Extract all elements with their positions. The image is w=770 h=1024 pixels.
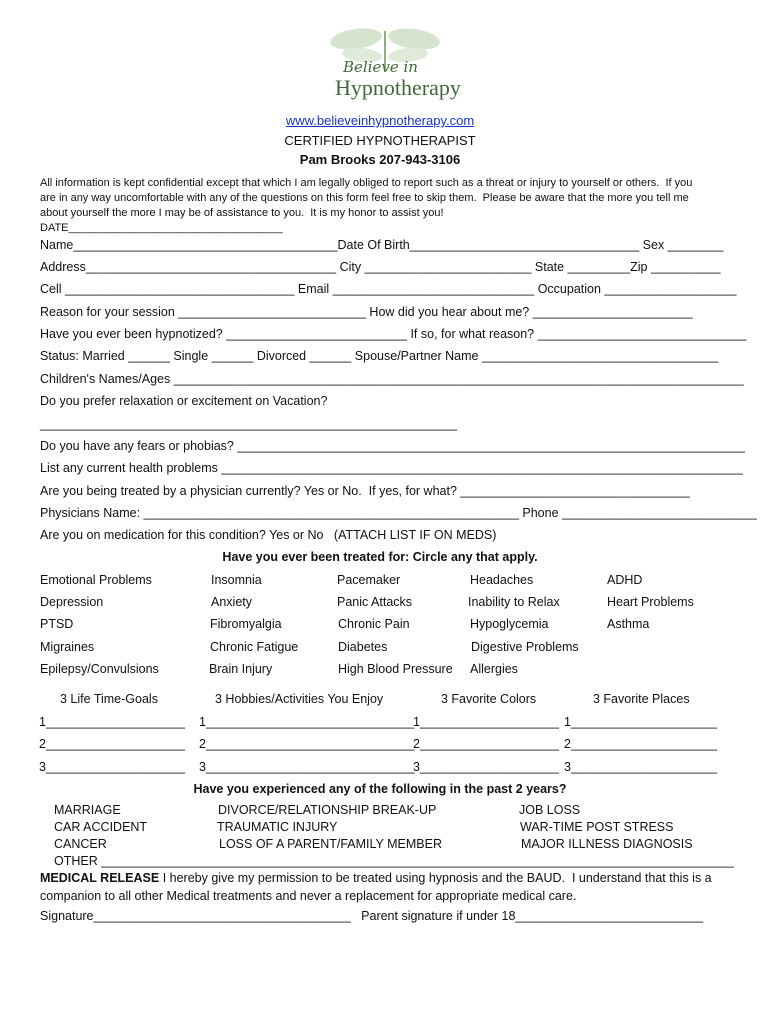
goal-line[interactable]: 1____________________ [39,715,185,729]
condition-item[interactable]: Hypoglycemia [470,617,549,631]
goal-line[interactable]: 2____________________ [39,737,185,751]
date-field[interactable]: DATE___________________________________ [40,222,283,234]
condition-item[interactable]: ADHD [607,573,643,587]
intro-line-1: All information is kept confidential except that which I am legally obliged to report such as a threat or injury to yourself or others. If you [40,177,693,189]
signature-line[interactable]: Signature_____________________________________ Parent signature if under 18___________________________ [40,909,704,923]
place-line[interactable]: 1_____________________ [564,715,717,729]
colors-header: 3 Favorite Colors [441,692,537,706]
website-link[interactable]: www.believeinhypnotherapy.com [285,113,475,128]
intro-line-3: about yourself the more I may be of assistance to you. It is my honor to assist you! [40,207,444,219]
medical-release-text: I hereby give my permission to be treated using hypnosis and the BAUD. I understand that this is a [159,871,712,885]
condition-item[interactable]: Epilepsy/Convulsions [40,662,159,676]
experience-item[interactable]: MARRIAGE [54,803,121,817]
logo-text-believe: Believe in [343,58,418,76]
condition-item[interactable]: PTSD [40,617,74,631]
condition-item[interactable]: Inability to Relax [468,595,560,609]
condition-item[interactable]: Headaches [470,573,534,587]
condition-item[interactable]: Panic Attacks [337,595,413,609]
place-line[interactable]: 2_____________________ [564,737,717,751]
condition-item[interactable]: Chronic Fatigue [210,640,299,654]
medication-line[interactable]: Are you on medication for this condition? Yes or No (ATTACH LIST IF ON MEDS) [40,528,497,542]
name-dob-sex-line[interactable]: Name______________________________________Date Of Birth_________________________________ Sex ________ [40,238,724,252]
color-line[interactable]: 1____________________ [413,715,559,729]
address-line[interactable]: Address____________________________________ City ________________________ State _________Zip __________ [40,260,721,274]
color-line[interactable]: 2____________________ [413,737,559,751]
experience-item[interactable]: WAR-TIME POST STRESS [520,820,674,834]
experiences-heading: Have you experienced any of the following in the past 2 years? [193,782,567,796]
medical-release-line-2: companion to all other Medical treatments and never a replacement for appropriate medical care. [40,889,577,903]
condition-item[interactable]: Anxiety [211,595,252,609]
condition-item[interactable]: Fibromyalgia [210,617,282,631]
experience-item[interactable]: DIVORCE/RELATIONSHIP BREAK-UP [218,803,437,817]
hobbies-header: 3 Hobbies/Activities You Enjoy [215,692,384,706]
hypnotized-line[interactable]: Have you ever been hypnotized? __________________________ If so, for what reason? ______________________________ [40,327,747,341]
places-header: 3 Favorite Places [593,692,690,706]
physicians-name-line[interactable]: Physicians Name: ______________________________________________________ Phone ____________________________ [40,506,757,520]
condition-item[interactable]: Heart Problems [607,595,694,609]
experience-item[interactable]: MAJOR ILLNESS DIAGNOSIS [521,837,693,851]
condition-item[interactable]: Diabetes [338,640,388,654]
physician-line[interactable]: Are you being treated by a physician currently? Yes or No. If yes, for what? _________________________________ [40,484,690,498]
hobby-line[interactable]: 1______________________________ [199,715,415,729]
condition-item[interactable]: Chronic Pain [338,617,410,631]
condition-item[interactable]: Emotional Problems [40,573,152,587]
logo-text-hypnotherapy: Hypnotherapy [335,75,461,100]
condition-item[interactable]: Brain Injury [209,662,273,676]
color-line[interactable]: 3____________________ [413,760,559,774]
intro-line-2: are in any way uncomfortable with any of the questions on this form feel free to skip them. Please be aware that the more you tell me [40,192,689,204]
condition-item[interactable]: Depression [40,595,104,609]
vacation-answer-line[interactable]: ____________________________________________________________ [40,417,458,431]
place-line[interactable]: 3_____________________ [564,760,717,774]
fears-line[interactable]: Do you have any fears or phobias? _________________________________________________________________________ [40,439,745,453]
reason-line[interactable]: Reason for your session ___________________________ How did you hear about me? _______________________ [40,305,693,319]
condition-item[interactable]: Asthma [607,617,650,631]
medical-release-line-1 [40,871,712,885]
condition-item[interactable]: Insomnia [211,573,262,587]
goals-header: 3 Life Time-Goals [60,692,158,706]
condition-item[interactable]: Allergies [470,662,518,676]
vacation-question: Do you prefer relaxation or excitement on Vacation? [40,394,328,408]
hobby-line[interactable]: 3______________________________ [199,760,415,774]
goal-line[interactable]: 3____________________ [39,760,185,774]
condition-item[interactable]: High Blood Pressure [338,662,453,676]
children-line[interactable]: Children's Names/Ages __________________________________________________________________________________ [40,372,744,386]
experience-item[interactable]: LOSS OF A PARENT/FAMILY MEMBER [219,837,442,851]
other-experience-line[interactable]: OTHER ___________________________________________________________________________________________ [54,854,734,868]
certification-title: CERTIFIED HYPNOTHERAPIST [284,133,476,148]
hobby-line[interactable]: 2______________________________ [199,737,415,751]
condition-item[interactable]: Pacemaker [337,573,401,587]
condition-item[interactable]: Migraines [40,640,95,654]
experience-item[interactable]: CANCER [54,837,107,851]
condition-item[interactable]: Digestive Problems [471,640,579,654]
experience-item[interactable]: JOB LOSS [519,803,581,817]
status-line[interactable]: Status: Married ______ Single ______ Divorced ______ Spouse/Partner Name __________________________________ [40,349,719,363]
cell-email-occupation-line[interactable]: Cell _________________________________ Email _____________________________ Occupation ___________________ [40,282,737,296]
experience-item[interactable]: TRAUMATIC INJURY [217,820,338,834]
experience-item[interactable]: CAR ACCIDENT [54,820,148,834]
contact-line: Pam Brooks 207-943-3106 [299,152,461,167]
health-line[interactable]: List any current health problems ___________________________________________________________________________ [40,461,743,475]
conditions-heading: Have you ever been treated for: Circle any that apply. [222,550,538,564]
medical-release-label: MEDICAL RELEASE [40,871,160,885]
